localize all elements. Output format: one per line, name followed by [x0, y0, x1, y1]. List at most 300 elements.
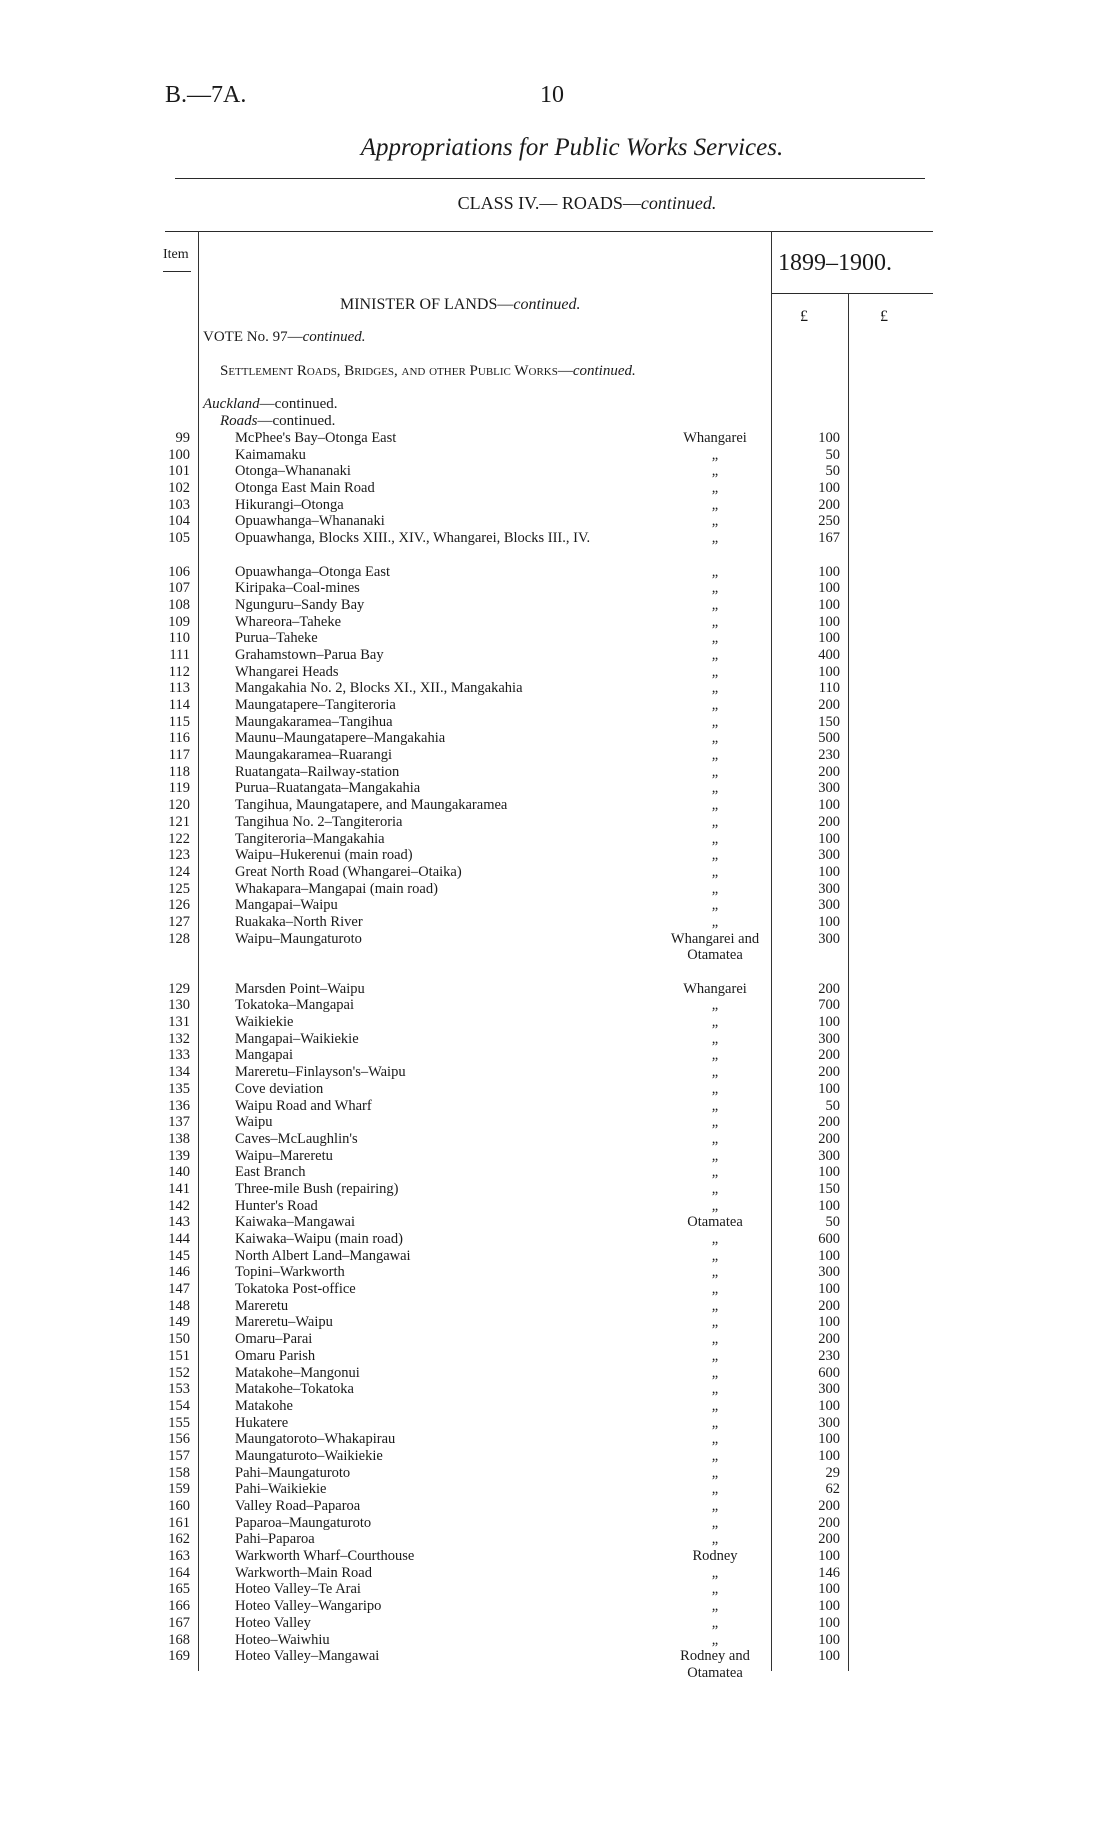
district-suffix: —continued.	[259, 396, 338, 412]
table-row	[0, 1598, 1114, 1615]
county-name: „	[711, 847, 719, 864]
table-row	[0, 664, 1114, 681]
class-title-main: CLASS IV.— ROADS—	[457, 193, 641, 213]
road-name: Kaimamaku	[235, 446, 306, 463]
county-name: „	[711, 1397, 719, 1414]
amount: 200	[818, 1297, 840, 1314]
road-name: Warkworth–Main Road	[235, 1564, 372, 1581]
item-number: 152	[168, 1364, 190, 1381]
county-name: Whangarei and Otamatea	[670, 930, 760, 964]
settlement-heading-suffix: continued.	[572, 363, 636, 379]
road-name: Mangapai–Waipu	[235, 897, 338, 914]
table-row	[0, 1281, 1114, 1298]
settlement-heading-main: Settlement Roads, Bridges, and other Public Works—	[220, 363, 573, 379]
road-name: Tangihua, Maungatapere, and Maungakaramea	[235, 797, 508, 814]
item-number: 124	[168, 863, 190, 880]
item-number: 134	[168, 1064, 190, 1081]
road-name: Topini–Warkworth	[235, 1264, 345, 1281]
item-number: 139	[168, 1147, 190, 1164]
amount: 100	[818, 863, 840, 880]
item-number: 163	[168, 1548, 190, 1565]
amount: 50	[825, 1097, 840, 1114]
county-name: Otamatea	[687, 1214, 743, 1231]
amount: 50	[825, 463, 840, 480]
amount: 200	[818, 1531, 840, 1548]
item-number: 149	[168, 1314, 190, 1331]
item-number: 126	[168, 897, 190, 914]
county-name: „	[711, 897, 719, 914]
road-name: Mangakahia No. 2, Blocks XI., XII., Mangakahia	[235, 680, 523, 697]
road-name: Hoteo Valley–Wangaripo	[235, 1598, 382, 1615]
district-heading	[203, 396, 338, 413]
county-name: „	[711, 1114, 719, 1131]
table-row	[0, 931, 1114, 981]
table-row	[0, 1648, 1114, 1698]
table-row	[0, 1314, 1114, 1331]
table-row	[0, 981, 1114, 998]
title-rule	[175, 178, 925, 179]
page-number: 10	[540, 82, 564, 108]
county-name: „	[711, 1147, 719, 1164]
road-name: Mangapai–Waikiekie	[235, 1030, 359, 1047]
item-number: 118	[168, 763, 190, 780]
table-row	[0, 463, 1114, 480]
road-name: Waipu–Maungaturoto	[235, 930, 362, 947]
amount: 300	[818, 847, 840, 864]
amount: 230	[818, 1347, 840, 1364]
item-number: 159	[168, 1481, 190, 1498]
item-number: 160	[168, 1498, 190, 1515]
road-name: Pahi–Maungaturoto	[235, 1464, 351, 1481]
amount: 300	[818, 930, 840, 947]
item-number: 116	[168, 730, 190, 747]
amount: 50	[825, 1214, 840, 1231]
county-name: „	[711, 1464, 719, 1481]
amount: 100	[818, 613, 840, 630]
road-name: Matakohe–Tokatoka	[235, 1381, 354, 1398]
amount: 100	[818, 1014, 840, 1031]
county-name: Whangarei	[683, 980, 747, 997]
county-name: „	[711, 1197, 719, 1214]
item-number: 117	[168, 747, 190, 764]
road-name: Waikiekie	[235, 1014, 294, 1031]
item-number: 165	[168, 1581, 190, 1598]
road-name: Hoteo–Waiwhiu	[235, 1631, 330, 1648]
amount: 62	[825, 1481, 840, 1498]
item-number: 129	[168, 980, 190, 997]
amount: 200	[818, 1130, 840, 1147]
amount: 200	[818, 1498, 840, 1515]
item-number: 100	[168, 446, 190, 463]
table-row	[0, 1248, 1114, 1265]
item-number: 144	[168, 1231, 190, 1248]
table-row	[0, 1231, 1114, 1248]
road-name: North Albert Land–Mangawai	[235, 1247, 411, 1264]
table-row	[0, 914, 1114, 931]
item-number: 133	[168, 1047, 190, 1064]
table-row	[0, 1114, 1114, 1131]
item-number: 155	[168, 1414, 190, 1431]
item-number: 140	[168, 1164, 190, 1181]
county-name: „	[711, 830, 719, 847]
county-name: „	[711, 697, 719, 714]
table-row	[0, 1548, 1114, 1565]
amount: 29	[825, 1464, 840, 1481]
table-top-rule	[165, 231, 933, 232]
county-name: „	[711, 496, 719, 513]
item-number: 106	[168, 563, 190, 580]
county-name: Rodney	[692, 1548, 738, 1565]
road-name: Hoteo Valley–Mangawai	[235, 1648, 380, 1665]
item-number: 108	[168, 596, 190, 613]
item-number: 123	[168, 847, 190, 864]
table-row	[0, 1465, 1114, 1482]
road-name: Ruatangata–Railway-station	[235, 763, 400, 780]
table-row	[0, 447, 1114, 464]
county-name: „	[711, 646, 719, 663]
road-name: Pahi–Waikiekie	[235, 1481, 327, 1498]
road-name: Whakapara–Mangapai (main road)	[235, 880, 438, 897]
item-number: 103	[168, 496, 190, 513]
road-name: Kaiwaka–Mangawai	[235, 1214, 355, 1231]
county-name: „	[711, 446, 719, 463]
item-number: 142	[168, 1197, 190, 1214]
road-name: Otonga East Main Road	[235, 480, 375, 497]
county-name: „	[711, 1180, 719, 1197]
vote-heading	[203, 329, 365, 346]
county-name: „	[711, 1064, 719, 1081]
amount: 200	[818, 496, 840, 513]
pound-sign-2: £	[880, 308, 888, 325]
amount: 150	[818, 1180, 840, 1197]
road-name: East Branch	[235, 1164, 306, 1181]
road-name: Tokatoka Post-office	[235, 1281, 356, 1298]
county-name: „	[711, 1247, 719, 1264]
county-name: Rodney and Otamatea	[680, 1648, 750, 1681]
table-row	[0, 1581, 1114, 1598]
table-row	[0, 1531, 1114, 1548]
table-row	[0, 1164, 1114, 1181]
amount: 167	[818, 530, 840, 547]
item-number: 112	[168, 663, 190, 680]
item-number: 109	[168, 613, 190, 630]
subhead-heading	[220, 413, 335, 430]
item-number: 136	[168, 1097, 190, 1114]
item-number: 158	[168, 1464, 190, 1481]
county-name: „	[711, 1498, 719, 1515]
item-number: 135	[168, 1080, 190, 1097]
table-row	[0, 1565, 1114, 1582]
table-row	[0, 747, 1114, 764]
subhead-suffix: —continued.	[257, 413, 336, 429]
item-number: 168	[168, 1631, 190, 1648]
table-row	[0, 1148, 1114, 1165]
item-number: 120	[168, 797, 190, 814]
amount: 100	[818, 1431, 840, 1448]
item-number: 148	[168, 1297, 190, 1314]
table-row	[0, 1014, 1114, 1031]
amount: 200	[818, 763, 840, 780]
county-name: „	[711, 613, 719, 630]
amount: 50	[825, 446, 840, 463]
road-name: Marsden Point–Waipu	[235, 980, 365, 997]
amount: 100	[818, 430, 840, 446]
county-name: „	[711, 1164, 719, 1181]
county-name: „	[711, 863, 719, 880]
table-row	[0, 513, 1114, 530]
item-number: 102	[168, 480, 190, 497]
table-row	[0, 1498, 1114, 1515]
road-name: Great North Road (Whangarei–Otaika)	[235, 863, 462, 880]
road-name: Caves–McLaughlin's	[235, 1130, 358, 1147]
item-number: 110	[168, 630, 190, 647]
amount: 600	[818, 1364, 840, 1381]
amount: 100	[818, 1197, 840, 1214]
road-name: Omaru–Parai	[235, 1331, 313, 1348]
document-code: B.—7A.	[165, 82, 247, 108]
county-name: „	[711, 663, 719, 680]
table-row	[0, 597, 1114, 614]
table-row	[0, 831, 1114, 848]
county-name: „	[711, 1347, 719, 1364]
amount: 100	[818, 830, 840, 847]
county-name: „	[711, 1130, 719, 1147]
road-name: Grahamstown–Parua Bay	[235, 646, 384, 663]
amount: 100	[818, 1581, 840, 1598]
minister-heading-suffix: continued.	[513, 296, 581, 313]
item-number: 128	[168, 930, 190, 947]
amount: 300	[818, 780, 840, 797]
table-row	[0, 1448, 1114, 1465]
road-name: Purua–Taheke	[235, 630, 318, 647]
road-name: Pahi–Paparoa	[235, 1531, 315, 1548]
road-name: Ngunguru–Sandy Bay	[235, 596, 365, 613]
road-name: Hunter's Road	[235, 1197, 318, 1214]
item-number: 156	[168, 1431, 190, 1448]
amount: 100	[818, 1281, 840, 1298]
road-name: Mangapai	[235, 1047, 293, 1064]
county-name: „	[711, 997, 719, 1014]
table-row	[0, 780, 1114, 797]
road-name: Paparoa–Maungaturoto	[235, 1514, 372, 1531]
table-row	[0, 864, 1114, 881]
item-number: 111	[169, 646, 190, 663]
amount: 230	[818, 747, 840, 764]
county-name: „	[711, 1598, 719, 1615]
amount: 100	[818, 1598, 840, 1615]
road-name: Waipu–Mareretu	[235, 1147, 333, 1164]
class-title-suffix: continued.	[640, 193, 717, 213]
county-name: „	[711, 763, 719, 780]
amount: 300	[818, 897, 840, 914]
amount: 146	[818, 1564, 840, 1581]
item-column-header: Item	[163, 247, 189, 262]
item-number: 143	[168, 1214, 190, 1231]
item-number: 131	[168, 1014, 190, 1031]
road-name: Valley Road–Paparoa	[235, 1498, 361, 1515]
amount: 100	[818, 1164, 840, 1181]
table-row	[0, 1481, 1114, 1498]
county-name: „	[711, 747, 719, 764]
county-name: „	[711, 1614, 719, 1631]
county-name: „	[711, 1331, 719, 1348]
amount: 700	[818, 997, 840, 1014]
table-row	[0, 614, 1114, 631]
table-row	[0, 1331, 1114, 1348]
county-name: „	[711, 913, 719, 930]
county-name: „	[711, 1231, 719, 1248]
item-number: 164	[168, 1564, 190, 1581]
road-name: Opuawhanga–Otonga East	[235, 563, 391, 580]
road-name: Purua–Ruatangata–Mangakahia	[235, 780, 421, 797]
county-name: „	[711, 1314, 719, 1331]
amount: 100	[818, 1314, 840, 1331]
road-name: Tokatoka–Mangapai	[235, 997, 354, 1014]
table-row	[0, 881, 1114, 898]
table-row	[0, 680, 1114, 697]
amount: 150	[818, 713, 840, 730]
road-name: Waipu	[235, 1114, 273, 1131]
county-name: „	[711, 480, 719, 497]
county-name: „	[711, 1481, 719, 1498]
road-name: Opuawhanga, Blocks XIII., XIV., Whangarei, Blocks III., IV.	[235, 530, 591, 547]
item-number: 154	[168, 1397, 190, 1414]
table-row	[0, 1081, 1114, 1098]
item-number: 101	[168, 463, 190, 480]
table-row	[0, 1031, 1114, 1048]
item-number: 115	[168, 713, 190, 730]
year-header: 1899–1900.	[778, 250, 892, 276]
amount: 100	[818, 480, 840, 497]
item-number: 146	[168, 1264, 190, 1281]
class-title	[0, 193, 1114, 214]
amount: 600	[818, 1231, 840, 1248]
road-name: Maunu–Maungatapere–Mangakahia	[235, 730, 446, 747]
amount: 100	[818, 1447, 840, 1464]
table-row	[0, 430, 1114, 447]
appropriation-table	[0, 430, 1114, 1698]
table-row	[0, 1181, 1114, 1198]
amount: 300	[818, 880, 840, 897]
amount: 110	[818, 680, 840, 697]
road-name: Waipu Road and Wharf	[235, 1097, 372, 1114]
county-name: „	[711, 530, 719, 547]
road-name: Mareretu–Waipu	[235, 1314, 333, 1331]
table-row	[0, 1131, 1114, 1148]
item-number: 167	[168, 1614, 190, 1631]
item-number: 161	[168, 1514, 190, 1531]
amount: 100	[818, 1548, 840, 1565]
item-number: 153	[168, 1381, 190, 1398]
table-row	[0, 1264, 1114, 1281]
item-number: 137	[168, 1114, 190, 1131]
minister-heading-main: MINISTER OF LANDS—	[340, 296, 514, 313]
road-name: Ruakaka–North River	[235, 913, 363, 930]
amount: 200	[818, 1047, 840, 1064]
item-number: 130	[168, 997, 190, 1014]
road-name: Mareretu	[235, 1297, 289, 1314]
item-number: 141	[168, 1180, 190, 1197]
road-name: Mareretu–Finlayson's–Waipu	[235, 1064, 406, 1081]
item-number: 113	[168, 680, 190, 697]
county-name: „	[711, 1631, 719, 1648]
county-name: „	[711, 1414, 719, 1431]
amount: 100	[818, 1648, 840, 1665]
item-number: 166	[168, 1598, 190, 1615]
amount: 250	[818, 513, 840, 530]
item-number: 127	[168, 913, 190, 930]
table-row	[0, 814, 1114, 831]
road-name: Hoteo Valley–Te Arai	[235, 1581, 361, 1598]
item-number: 169	[168, 1648, 190, 1665]
county-name: „	[711, 1447, 719, 1464]
road-name: McPhee's Bay–Otonga East	[235, 430, 397, 446]
item-number: 162	[168, 1531, 190, 1548]
table-row	[0, 480, 1114, 497]
road-name: Whangarei Heads	[235, 663, 339, 680]
amount: 400	[818, 646, 840, 663]
county-name: „	[711, 580, 719, 597]
table-row	[0, 530, 1114, 563]
amount: 100	[818, 1397, 840, 1414]
amount: 300	[818, 1264, 840, 1281]
road-name: Kaiwaka–Waipu (main road)	[235, 1231, 403, 1248]
item-number: 151	[168, 1347, 190, 1364]
road-name: Hoteo Valley	[235, 1614, 311, 1631]
road-name: Matakohe	[235, 1397, 293, 1414]
amount: 200	[818, 1514, 840, 1531]
county-name: „	[711, 1297, 719, 1314]
item-number: 122	[168, 830, 190, 847]
road-name: Maungaturoto–Waikiekie	[235, 1447, 383, 1464]
table-row	[0, 580, 1114, 597]
table-row	[0, 1415, 1114, 1432]
road-name: Tangihua No. 2–Tangiteroria	[235, 813, 403, 830]
amount: 200	[818, 697, 840, 714]
table-row	[0, 1298, 1114, 1315]
amount: 100	[818, 1614, 840, 1631]
item-number: 105	[168, 530, 190, 547]
county-name: Whangarei	[683, 430, 747, 446]
road-name: Maungakaramea–Tangihua	[235, 713, 393, 730]
road-name: Opuawhanga–Whananaki	[235, 513, 385, 530]
amount: 200	[818, 1114, 840, 1131]
item-number: 121	[168, 813, 190, 830]
table-row	[0, 1198, 1114, 1215]
amount: 100	[818, 1247, 840, 1264]
road-name: Kiripaka–Coal-mines	[235, 580, 360, 597]
item-header-underline	[163, 271, 191, 272]
county-name: „	[711, 1431, 719, 1448]
item-number: 119	[168, 780, 190, 797]
road-name: Maungatoroto–Whakapirau	[235, 1431, 396, 1448]
road-name: Otonga–Whananaki	[235, 463, 351, 480]
table-row	[0, 714, 1114, 731]
table-row	[0, 1381, 1114, 1398]
road-name: Waipu–Hukerenui (main road)	[235, 847, 413, 864]
amount: 100	[818, 1080, 840, 1097]
table-row	[0, 730, 1114, 747]
item-number: 147	[168, 1281, 190, 1298]
table-row	[0, 847, 1114, 864]
county-name: „	[711, 1014, 719, 1031]
county-name: „	[711, 1564, 719, 1581]
item-number: 99	[175, 430, 190, 446]
amount: 100	[818, 563, 840, 580]
table-row	[0, 1348, 1114, 1365]
county-name: „	[711, 680, 719, 697]
amount: 100	[818, 797, 840, 814]
